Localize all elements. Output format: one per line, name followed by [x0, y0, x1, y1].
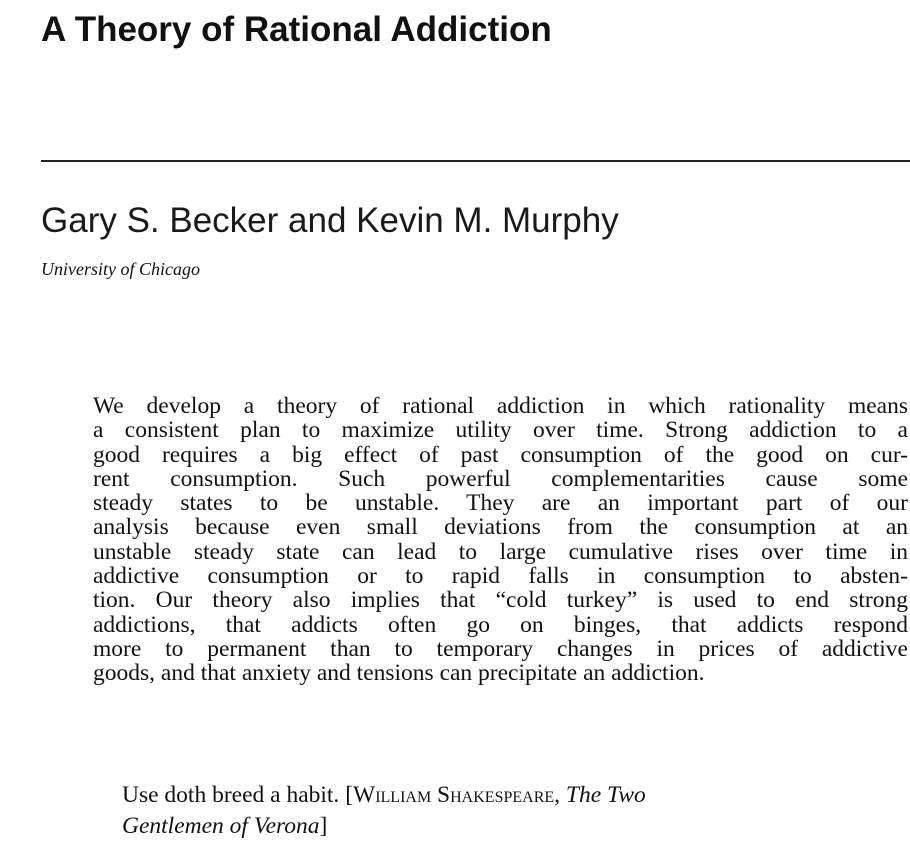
abstract-line: We develop a theory of rational addiction in which rationality means [93, 393, 908, 419]
abstract-line: rent consumption. Such powerful complementarities cause some [93, 465, 908, 492]
abstract-line: more to permanent than to temporary changes in prices of addictive [93, 635, 908, 662]
title-divider [41, 160, 910, 162]
abstract-line: addictive consumption or to rapid falls in consumption to absten- [93, 563, 908, 590]
abstract-line: goods, and that anxiety and tensions can precipitate an addiction. [93, 660, 705, 687]
abstract-line: steady states to be unstable. They are an important part of our [93, 490, 908, 517]
epigraph-quote: Use doth breed a habit. [122, 782, 340, 808]
abstract [93, 394, 908, 686]
epigraph-work-title-part1: The Two [565, 782, 646, 808]
epigraph-work-title-part2: Gentlemen of Verona [122, 813, 320, 839]
epigraph-line [122, 811, 646, 842]
abstract-line: analysis because even small deviations from the consumption at an [93, 514, 908, 541]
epigraph [122, 780, 646, 842]
abstract-line: tion. Our theory also implies that “cold turkey” is used to end strong [93, 587, 908, 614]
abstract-line: a consistent plan to maximize utility over time. Strong addiction to a [93, 417, 908, 444]
epigraph-close-bracket: ] [319, 813, 328, 839]
epigraph-open-bracket: [ [345, 782, 354, 808]
epigraph-line [122, 780, 646, 811]
author-names: Gary S. Becker and Kevin M. Murphy [41, 201, 619, 240]
article-title: A Theory of Rational Addiction [41, 10, 552, 49]
epigraph-attribution: William Shakespeare, [353, 782, 561, 808]
abstract-line: good requires a big effect of past consumption of the good on cur- [93, 441, 908, 468]
author-affiliation: University of Chicago [41, 259, 200, 279]
abstract-line: addictions, that addicts often go on binges, that addicts respond [93, 611, 908, 638]
abstract-line: unstable steady state can lead to large cumulative rises over time in [93, 538, 908, 565]
